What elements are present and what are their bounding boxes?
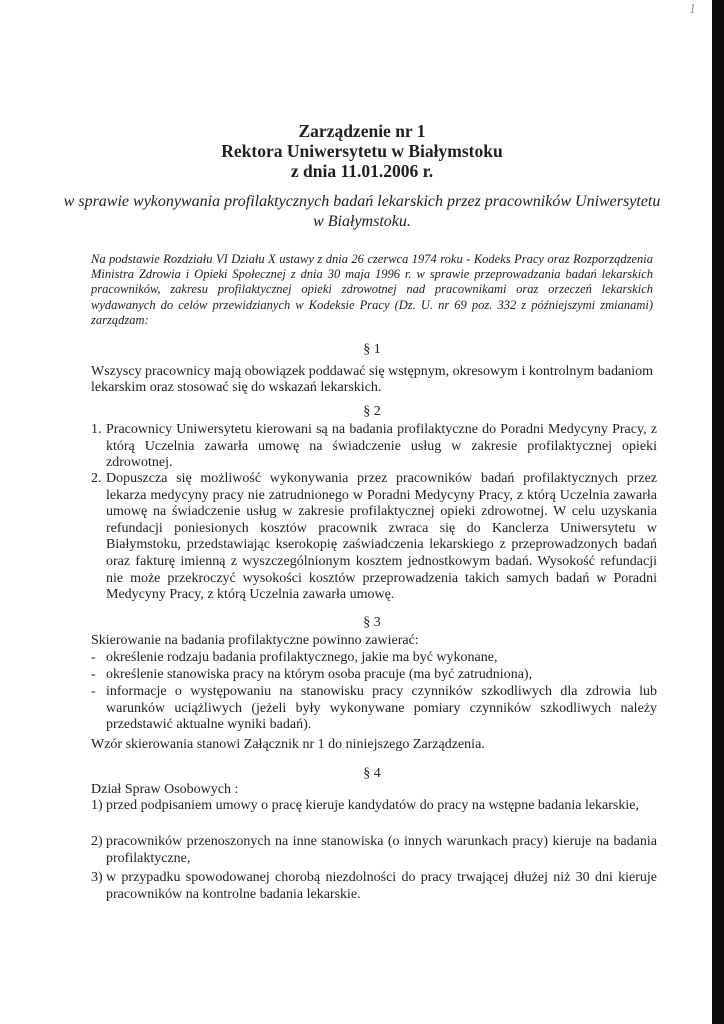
section-4-intro: Dział Spraw Osobowych : — [91, 782, 239, 797]
section-2-item — [91, 422, 657, 472]
section-2-item — [91, 471, 657, 604]
bullet-text: określenie rodzaju badania profilaktycznego, jakie ma być wykonane, — [106, 650, 498, 665]
section-3-heading: § 3 — [363, 615, 381, 630]
section-4-item — [91, 798, 657, 815]
section-3-bullet — [91, 684, 657, 734]
item-number: 2) — [91, 834, 103, 849]
item-text: Pracownicy Uniwersytetu kierowani są na badania profilaktyczne do Poradni Medycyny Pracy, z którą Uczelnia zawarła umowę na świadczenie usług w zakresie profilaktycznej opieki zdrowotnej. — [106, 422, 657, 471]
item-number: 1) — [91, 798, 103, 813]
section-2-heading: § 2 — [363, 404, 381, 419]
section-4-item — [91, 834, 657, 867]
section-3-outro: Wzór skierowania stanowi Załącznik nr 1 do niniejszego Zarządzenia. — [91, 737, 485, 752]
item-text: pracowników przenoszonych na inne stanowiska (o innych warunkach pracy) kieruje na badania profilaktyczne, — [106, 834, 657, 866]
item-text: w przypadku spowodowanej chorobą niezdolności do pracy trwającej dłużej niż 30 dni kieruje pracowników na kontrolne badania lekarskie. — [106, 870, 657, 902]
item-number: 2. — [91, 471, 102, 486]
document-subject: w sprawie wykonywania profilaktycznych badań lekarskich przez pracowników Uniwersytetu w Białymstoku. — [63, 193, 661, 230]
document-title: Zarządzenie nr 1 — [298, 121, 426, 141]
section-3-intro: Skierowanie na badania profilaktyczne powinno zawierać: — [91, 633, 419, 648]
item-number: 1. — [91, 422, 102, 437]
section-1-text: Wszyscy pracownicy mają obowiązek poddawać się wstępnym, okresowym i kontrolnym badaniom lekarskim oraz stosować się do wskazań lekarskich. — [91, 364, 653, 395]
section-3-bullet — [91, 667, 657, 684]
section-4-item — [91, 870, 657, 903]
page-number: 1 — [689, 2, 696, 17]
bullet-text: informacje o występowaniu na stanowisku pracy czynników szkodliwych dla zdrowia lub warunków uciążliwych (jeżeli były wykonywane pomiary czynników szkodliwych należy przedstawić aktualne wyniki badań). — [106, 684, 657, 732]
item-text: przed podpisaniem umowy o pracę kieruje kandydatów do pracy na wstępne badania lekarskie, — [106, 798, 639, 813]
section-3-bullet — [91, 650, 657, 667]
bullet-text: określenie stanowiska pracy na którym osoba pracuje (ma być zatrudniona), — [106, 667, 533, 682]
bullet-mark: - — [91, 684, 96, 699]
section-1-heading: § 1 — [363, 342, 381, 357]
document-date: z dnia 11.01.2006 r. — [290, 161, 434, 181]
item-number: 3) — [91, 870, 103, 885]
document-issuer: Rektora Uniwersytetu w Białymstoku — [221, 141, 503, 161]
bullet-mark: - — [91, 667, 96, 682]
legal-basis: Na podstawie Rozdziału VI Działu X ustawy z dnia 26 czerwca 1974 roku - Kodeks Pracy oraz Rozporządzenia Ministra Zdrowia i Opieki Społecznej z dnia 30 maja 1996 r. w sprawie przeprowadzania badań lekarskich pracowników, zakresu profilaktycznej opieki zdrowotnej nad pracownikami oraz orzeczeń lekarskich wydawanych do celów przewidzianych w Kodeksie Pracy (Dz. U. nr 69 poz. 332 z późniejszymi zmianami) zarządzam: — [91, 252, 653, 327]
section-4-heading: § 4 — [363, 766, 381, 781]
bullet-mark: - — [91, 650, 96, 665]
item-text: Dopuszcza się możliwość wykonywania przez pracowników badań profilaktycznych przez lekarza medycyny pracy nie zatrudnionego w Poradni Medycyny Pracy, z którą Uczelnia zawarła umowę na świadczenie usług w zakresie profilaktycznej opieki zdrowotnej. W celu uzyskania refundacji poniesionych kosztów pracownik zwraca się do Kanclerza Uniwersytetu w Białymstoku, przedstawiając kserokopię zaświadczenia lekarskiego z przeprowadzonych badań oraz fakturę imienną z wyszczególnionym kosztem jednostkowym badań. Wysokość refundacji nie może przekroczyć wysokości kosztów przeprowadzenia takich samych badań w Poradni Medycyny Pracy, z którą Uczelnia zawarła umowę. — [106, 471, 657, 603]
